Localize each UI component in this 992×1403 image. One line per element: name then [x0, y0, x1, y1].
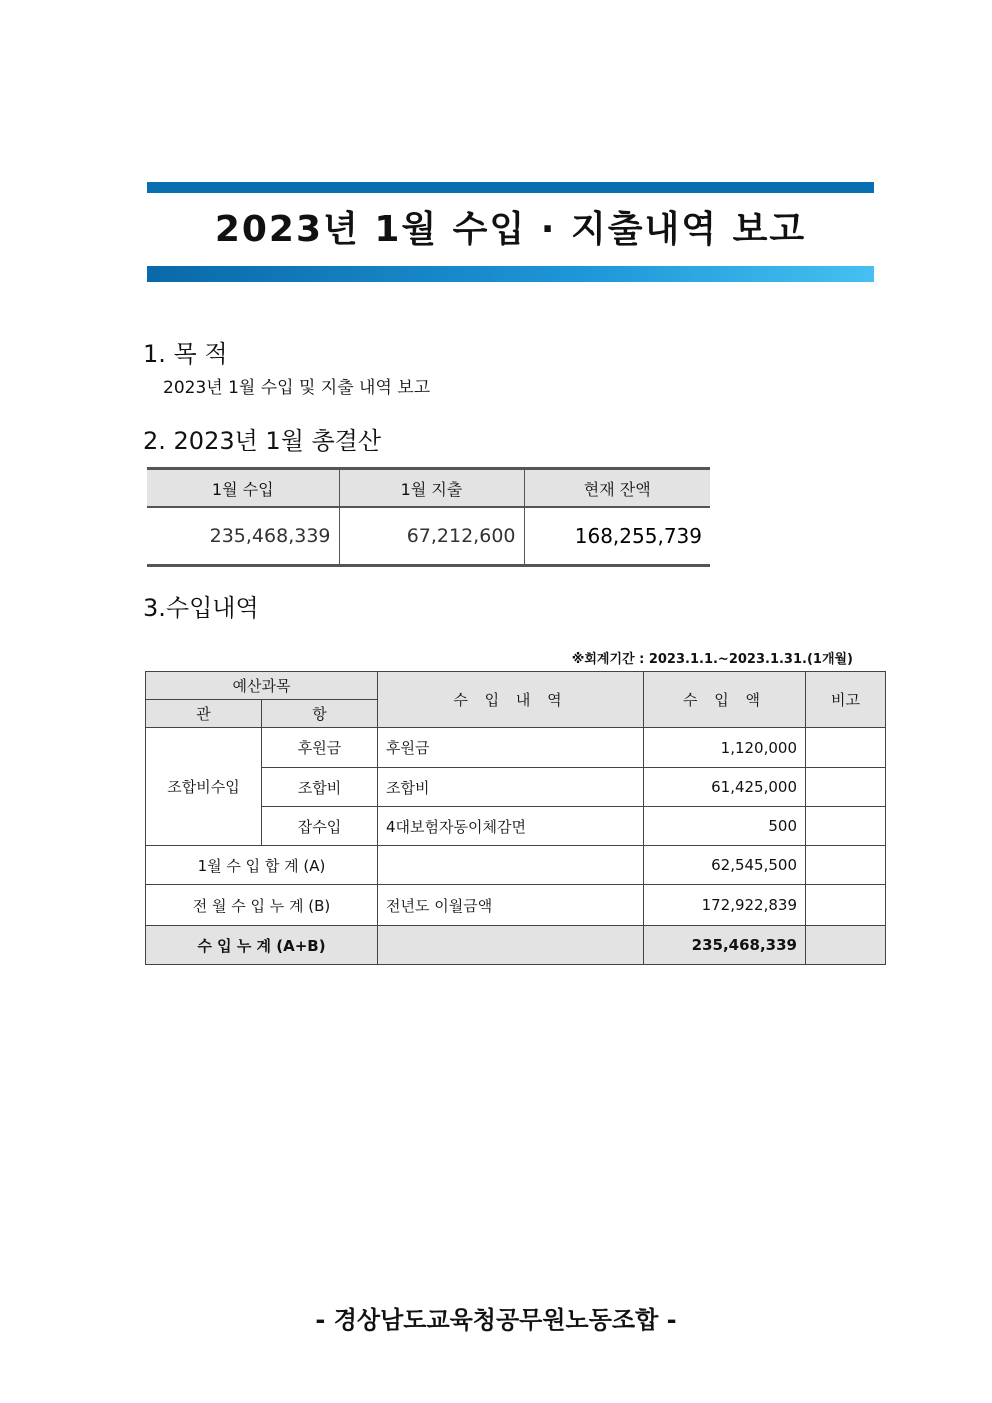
header-income-amount: 수 입 액	[644, 672, 806, 728]
document-title: 2023년 1월 수입 · 지출내역 보고	[214, 209, 807, 250]
month-total-label: 1월 수 입 합 계 (A)	[146, 846, 378, 885]
grand-total-row	[146, 926, 886, 965]
grand-total-amount: 235,468,339	[644, 926, 806, 965]
row-amount: 500	[644, 807, 806, 846]
grand-total-note	[806, 926, 886, 965]
table-row	[146, 728, 886, 768]
summary-header-income: 1월 수입	[147, 469, 339, 508]
row-note	[806, 728, 886, 768]
income-table	[145, 671, 886, 965]
section-income-heading: 3.수입내역	[143, 594, 259, 622]
title-top-bar	[147, 182, 874, 193]
prev-cumulative-amount: 172,922,839	[644, 885, 806, 926]
summary-header-balance: 현재 잔액	[524, 469, 710, 508]
row-hang: 후원금	[262, 728, 378, 768]
summary-expense-value: 67,212,600	[339, 507, 524, 566]
prev-cumulative-note	[806, 885, 886, 926]
header-budget-item: 예산과목	[146, 672, 378, 700]
row-note	[806, 768, 886, 807]
row-amount: 1,120,000	[644, 728, 806, 768]
row-detail: 조합비	[378, 768, 644, 807]
summary-income-value: 235,468,339	[147, 507, 339, 566]
summary-header-expense: 1월 지출	[339, 469, 524, 508]
row-hang: 조합비	[262, 768, 378, 807]
section-purpose-heading: 1. 목 적	[143, 340, 228, 368]
summary-table	[147, 467, 710, 567]
row-hang: 잡수입	[262, 807, 378, 846]
grand-total-label: 수 입 누 계 (A+B)	[146, 926, 378, 965]
group-label: 조합비수입	[146, 728, 262, 846]
row-detail: 4대보험자동이체감면	[378, 807, 644, 846]
summary-balance-value: 168,255,739	[524, 507, 710, 566]
row-detail: 후원금	[378, 728, 644, 768]
month-total-row	[146, 846, 886, 885]
header-income-detail: 수 입 내 역	[378, 672, 644, 728]
month-total-amount: 62,545,500	[644, 846, 806, 885]
header-gwan: 관	[146, 700, 262, 728]
accounting-period-note: ※회계기간 : 2023.1.1.~2023.1.31.(1개월)	[571, 652, 853, 667]
prev-cumulative-row	[146, 885, 886, 926]
prev-cumulative-label: 전 월 수 입 누 계 (B)	[146, 885, 378, 926]
title-bottom-bar	[147, 266, 874, 282]
organization-footer: - 경상남도교육청공무원노동조합 -	[315, 1306, 677, 1334]
row-note	[806, 807, 886, 846]
section-summary-heading: 2. 2023년 1월 총결산	[143, 427, 382, 455]
month-total-detail	[378, 846, 644, 885]
row-amount: 61,425,000	[644, 768, 806, 807]
purpose-text: 2023년 1월 수입 및 지출 내역 보고	[163, 378, 431, 398]
header-hang: 항	[262, 700, 378, 728]
header-note: 비고	[806, 672, 886, 728]
month-total-note	[806, 846, 886, 885]
grand-total-detail	[378, 926, 644, 965]
prev-cumulative-detail: 전년도 이월금액	[378, 885, 644, 926]
